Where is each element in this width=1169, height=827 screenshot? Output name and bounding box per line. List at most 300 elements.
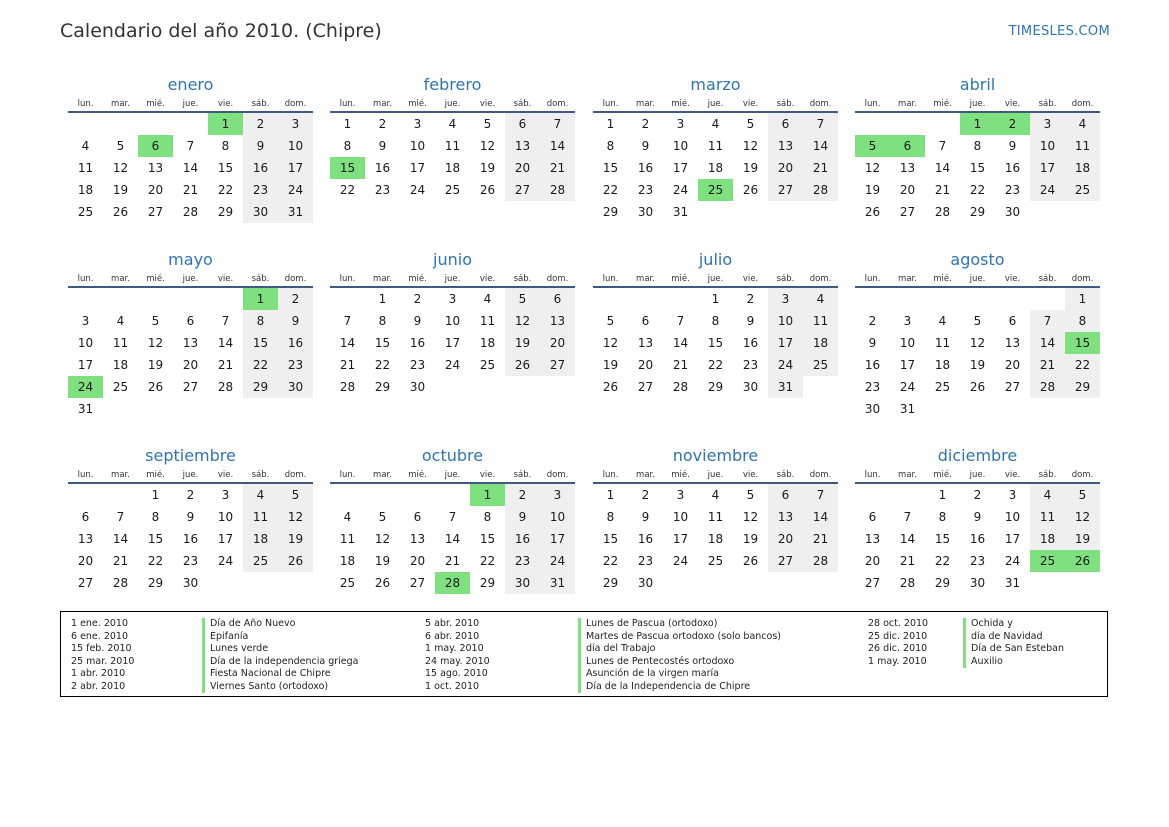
day-cell[interactable]: 3 (221, 488, 230, 502)
day-cell[interactable]: 12 (112, 161, 129, 175)
day-cell[interactable]: 25 (934, 380, 951, 394)
day-cell[interactable]: 16 (637, 532, 654, 546)
day-cell[interactable]: 22 (243, 354, 278, 376)
day-cell[interactable]: 11 (707, 510, 724, 524)
day-cell[interactable]: 10 (278, 135, 313, 157)
day-cell[interactable]: 16 (278, 332, 313, 354)
day-cell[interactable]: 20 (768, 157, 803, 179)
day-cell[interactable]: 28 (339, 380, 356, 394)
day-cell[interactable]: 9 (378, 139, 387, 153)
day-cell[interactable]: 27 (864, 576, 881, 590)
day-cell[interactable]: 7 (938, 139, 947, 153)
day-cell[interactable]: 15 (243, 332, 278, 354)
day-cell[interactable]: 16 (864, 358, 881, 372)
day-cell[interactable]: 9 (746, 314, 755, 328)
day-cell[interactable]: 28 (803, 179, 838, 201)
day-cell[interactable]: 21 (540, 157, 575, 179)
day-cell[interactable]: 24 (768, 354, 803, 376)
day-cell[interactable]: 10 (444, 314, 461, 328)
day-cell[interactable]: 30 (969, 576, 986, 590)
day-cell[interactable]: 27 (768, 179, 803, 201)
day-cell[interactable]: 14 (899, 532, 916, 546)
day-cell[interactable]: 14 (934, 161, 951, 175)
day-cell[interactable]: 5 (483, 117, 492, 131)
day-cell[interactable]: 9 (1008, 139, 1017, 153)
day-cell[interactable]: 2 (641, 488, 650, 502)
day-cell[interactable]: 28 (803, 550, 838, 572)
day-cell[interactable]: 6 (540, 288, 575, 310)
day-cell[interactable]: 1 (606, 117, 615, 131)
day-cell[interactable]: 6 (768, 113, 803, 135)
day-cell[interactable]: 4 (938, 314, 947, 328)
day-cell[interactable]: 15 (147, 532, 164, 546)
day-cell[interactable]: 24 (1004, 554, 1021, 568)
day-cell[interactable]: 6 (641, 314, 650, 328)
brand-link[interactable]: TIMESLES.COM (1008, 24, 1110, 39)
day-cell[interactable]: 15 (479, 532, 496, 546)
day-cell[interactable]: 28 (672, 380, 689, 394)
day-cell[interactable]: 20 (768, 528, 803, 550)
day-cell[interactable]: 26 (969, 380, 986, 394)
day-cell[interactable]: 23 (969, 554, 986, 568)
day-cell[interactable]: 12 (479, 139, 496, 153)
day-cell[interactable]: 29 (934, 576, 951, 590)
day-cell[interactable]: 31 (672, 205, 689, 219)
day-cell[interactable]: 14 (444, 532, 461, 546)
day-cell[interactable]: 22 (969, 183, 986, 197)
day-cell[interactable]: 17 (899, 358, 916, 372)
day-cell[interactable]: 29 (602, 576, 619, 590)
day-cell[interactable]: 22 (479, 554, 496, 568)
day-cell[interactable]: 10 (672, 139, 689, 153)
day-cell[interactable]: 31 (77, 402, 94, 416)
day-cell[interactable]: 29 (374, 380, 391, 394)
day-cell[interactable]: 5 (746, 488, 755, 502)
day-cell[interactable]: 11 (444, 139, 461, 153)
day-cell[interactable]: 26 (742, 554, 759, 568)
day-cell[interactable]: 30 (243, 201, 278, 223)
day-cell[interactable]: 6 (768, 484, 803, 506)
day-cell[interactable]: 12 (864, 161, 881, 175)
day-cell[interactable]: 8 (938, 510, 947, 524)
day-cell[interactable]: 7 (343, 314, 352, 328)
day-cell[interactable]: 19 (742, 161, 759, 175)
day-cell[interactable]: 15 (707, 336, 724, 350)
day-cell[interactable]: 22 (339, 183, 356, 197)
day-cell[interactable]: 26 (374, 576, 391, 590)
day-cell[interactable]: 18 (803, 332, 838, 354)
day-cell[interactable]: 4 (1065, 113, 1100, 135)
day-cell[interactable]: 25 (112, 380, 129, 394)
day-cell[interactable]: 16 (742, 336, 759, 350)
day-cell[interactable]: 20 (409, 554, 426, 568)
day-cell[interactable]: 2 (505, 484, 540, 506)
day-cell[interactable]: 2 (413, 292, 422, 306)
day-cell[interactable]: 10 (899, 336, 916, 350)
day-cell[interactable]: 3 (413, 117, 422, 131)
holiday-day-cell[interactable]: 24 (68, 376, 103, 398)
day-cell[interactable]: 12 (1065, 506, 1100, 528)
day-cell[interactable]: 21 (803, 157, 838, 179)
day-cell[interactable]: 19 (969, 358, 986, 372)
day-cell[interactable]: 3 (278, 113, 313, 135)
day-cell[interactable]: 27 (768, 550, 803, 572)
day-cell[interactable]: 18 (934, 358, 951, 372)
day-cell[interactable]: 30 (637, 576, 654, 590)
day-cell[interactable]: 17 (409, 161, 426, 175)
day-cell[interactable]: 16 (1004, 161, 1021, 175)
day-cell[interactable]: 5 (505, 288, 540, 310)
day-cell[interactable]: 23 (409, 358, 426, 372)
day-cell[interactable]: 26 (742, 183, 759, 197)
day-cell[interactable]: 15 (602, 532, 619, 546)
day-cell[interactable]: 26 (602, 380, 619, 394)
day-cell[interactable]: 19 (278, 528, 313, 550)
day-cell[interactable]: 3 (1030, 113, 1065, 135)
day-cell[interactable]: 27 (540, 354, 575, 376)
day-cell[interactable]: 29 (969, 205, 986, 219)
day-cell[interactable]: 30 (182, 576, 199, 590)
day-cell[interactable]: 21 (899, 554, 916, 568)
day-cell[interactable]: 30 (864, 402, 881, 416)
day-cell[interactable]: 22 (374, 358, 391, 372)
day-cell[interactable]: 29 (147, 576, 164, 590)
day-cell[interactable]: 9 (505, 506, 540, 528)
day-cell[interactable]: 13 (409, 532, 426, 546)
holiday-day-cell[interactable]: 1 (243, 288, 278, 310)
holiday-day-cell[interactable]: 25 (698, 179, 733, 201)
holiday-day-cell[interactable]: 6 (890, 135, 925, 157)
day-cell[interactable]: 7 (1030, 310, 1065, 332)
day-cell[interactable]: 24 (409, 183, 426, 197)
day-cell[interactable]: 4 (81, 139, 90, 153)
day-cell[interactable]: 28 (112, 576, 129, 590)
day-cell[interactable]: 27 (637, 380, 654, 394)
day-cell[interactable]: 9 (641, 510, 650, 524)
day-cell[interactable]: 8 (606, 139, 615, 153)
day-cell[interactable]: 23 (637, 554, 654, 568)
day-cell[interactable]: 18 (112, 358, 129, 372)
day-cell[interactable]: 29 (217, 205, 234, 219)
day-cell[interactable]: 25 (243, 550, 278, 572)
day-cell[interactable]: 5 (278, 484, 313, 506)
day-cell[interactable]: 29 (243, 376, 278, 398)
day-cell[interactable]: 19 (602, 358, 619, 372)
day-cell[interactable]: 25 (803, 354, 838, 376)
day-cell[interactable]: 11 (707, 139, 724, 153)
day-cell[interactable]: 22 (147, 554, 164, 568)
day-cell[interactable]: 9 (278, 310, 313, 332)
day-cell[interactable]: 21 (182, 183, 199, 197)
day-cell[interactable]: 8 (221, 139, 230, 153)
day-cell[interactable]: 8 (378, 314, 387, 328)
day-cell[interactable]: 2 (378, 117, 387, 131)
day-cell[interactable]: 24 (217, 554, 234, 568)
day-cell[interactable]: 13 (899, 161, 916, 175)
day-cell[interactable]: 15 (934, 532, 951, 546)
day-cell[interactable]: 3 (448, 292, 457, 306)
day-cell[interactable]: 23 (864, 380, 881, 394)
day-cell[interactable]: 2 (243, 113, 278, 135)
holiday-day-cell[interactable]: 15 (1065, 332, 1100, 354)
day-cell[interactable]: 24 (444, 358, 461, 372)
day-cell[interactable]: 7 (221, 314, 230, 328)
day-cell[interactable]: 23 (243, 179, 278, 201)
day-cell[interactable]: 2 (973, 488, 982, 502)
holiday-day-cell[interactable]: 15 (330, 157, 365, 179)
day-cell[interactable]: 13 (505, 135, 540, 157)
day-cell[interactable]: 1 (151, 488, 160, 502)
holiday-day-cell[interactable]: 1 (208, 113, 243, 135)
day-cell[interactable]: 31 (540, 572, 575, 594)
day-cell[interactable]: 8 (973, 139, 982, 153)
day-cell[interactable]: 18 (479, 336, 496, 350)
day-cell[interactable]: 13 (1004, 336, 1021, 350)
day-cell[interactable]: 17 (540, 528, 575, 550)
day-cell[interactable]: 4 (116, 314, 125, 328)
day-cell[interactable]: 22 (602, 554, 619, 568)
day-cell[interactable]: 5 (1065, 484, 1100, 506)
day-cell[interactable]: 20 (182, 358, 199, 372)
day-cell[interactable]: 5 (606, 314, 615, 328)
day-cell[interactable]: 16 (409, 336, 426, 350)
day-cell[interactable]: 9 (243, 135, 278, 157)
holiday-day-cell[interactable]: 5 (855, 135, 890, 157)
day-cell[interactable]: 11 (803, 310, 838, 332)
day-cell[interactable]: 13 (77, 532, 94, 546)
day-cell[interactable]: 18 (444, 161, 461, 175)
day-cell[interactable]: 19 (374, 554, 391, 568)
day-cell[interactable]: 30 (1004, 205, 1021, 219)
day-cell[interactable]: 25 (707, 554, 724, 568)
day-cell[interactable]: 14 (803, 506, 838, 528)
holiday-day-cell[interactable]: 1 (960, 113, 995, 135)
holiday-day-cell[interactable]: 26 (1065, 550, 1100, 572)
day-cell[interactable]: 7 (903, 510, 912, 524)
holiday-day-cell[interactable]: 2 (995, 113, 1030, 135)
day-cell[interactable]: 4 (448, 117, 457, 131)
day-cell[interactable]: 30 (505, 572, 540, 594)
day-cell[interactable]: 10 (1004, 510, 1021, 524)
day-cell[interactable]: 22 (1065, 354, 1100, 376)
day-cell[interactable]: 4 (1030, 484, 1065, 506)
day-cell[interactable]: 7 (803, 113, 838, 135)
day-cell[interactable]: 14 (217, 336, 234, 350)
day-cell[interactable]: 11 (243, 506, 278, 528)
day-cell[interactable]: 30 (409, 380, 426, 394)
day-cell[interactable]: 2 (868, 314, 877, 328)
day-cell[interactable]: 5 (973, 314, 982, 328)
day-cell[interactable]: 4 (483, 292, 492, 306)
day-cell[interactable]: 23 (182, 554, 199, 568)
day-cell[interactable]: 4 (711, 117, 720, 131)
day-cell[interactable]: 9 (186, 510, 195, 524)
day-cell[interactable]: 31 (899, 402, 916, 416)
day-cell[interactable]: 8 (151, 510, 160, 524)
day-cell[interactable]: 18 (243, 528, 278, 550)
day-cell[interactable]: 18 (1030, 528, 1065, 550)
day-cell[interactable]: 24 (1030, 179, 1065, 201)
day-cell[interactable]: 29 (479, 576, 496, 590)
day-cell[interactable]: 27 (505, 179, 540, 201)
day-cell[interactable]: 1 (938, 488, 947, 502)
day-cell[interactable]: 15 (217, 161, 234, 175)
day-cell[interactable]: 27 (77, 576, 94, 590)
day-cell[interactable]: 7 (676, 314, 685, 328)
day-cell[interactable]: 21 (672, 358, 689, 372)
day-cell[interactable]: 10 (77, 336, 94, 350)
day-cell[interactable]: 17 (77, 358, 94, 372)
day-cell[interactable]: 8 (243, 310, 278, 332)
day-cell[interactable]: 8 (711, 314, 720, 328)
day-cell[interactable]: 6 (868, 510, 877, 524)
day-cell[interactable]: 28 (182, 205, 199, 219)
day-cell[interactable]: 12 (602, 336, 619, 350)
day-cell[interactable]: 3 (676, 488, 685, 502)
day-cell[interactable]: 24 (278, 179, 313, 201)
day-cell[interactable]: 20 (540, 332, 575, 354)
day-cell[interactable]: 9 (413, 314, 422, 328)
day-cell[interactable]: 20 (77, 554, 94, 568)
day-cell[interactable]: 11 (934, 336, 951, 350)
day-cell[interactable]: 23 (1004, 183, 1021, 197)
day-cell[interactable]: 6 (505, 113, 540, 135)
day-cell[interactable]: 2 (641, 117, 650, 131)
day-cell[interactable]: 19 (1065, 528, 1100, 550)
day-cell[interactable]: 12 (505, 310, 540, 332)
day-cell[interactable]: 18 (77, 183, 94, 197)
day-cell[interactable]: 19 (479, 161, 496, 175)
day-cell[interactable]: 13 (768, 135, 803, 157)
day-cell[interactable]: 13 (864, 532, 881, 546)
day-cell[interactable]: 6 (81, 510, 90, 524)
day-cell[interactable]: 3 (1008, 488, 1017, 502)
day-cell[interactable]: 24 (540, 550, 575, 572)
day-cell[interactable]: 26 (864, 205, 881, 219)
day-cell[interactable]: 19 (864, 183, 881, 197)
day-cell[interactable]: 10 (409, 139, 426, 153)
day-cell[interactable]: 6 (186, 314, 195, 328)
day-cell[interactable]: 21 (444, 554, 461, 568)
day-cell[interactable]: 1 (606, 488, 615, 502)
day-cell[interactable]: 17 (768, 332, 803, 354)
day-cell[interactable]: 11 (1065, 135, 1100, 157)
day-cell[interactable]: 28 (540, 179, 575, 201)
day-cell[interactable]: 22 (217, 183, 234, 197)
day-cell[interactable]: 30 (742, 380, 759, 394)
day-cell[interactable]: 15 (969, 161, 986, 175)
day-cell[interactable]: 4 (711, 488, 720, 502)
day-cell[interactable]: 21 (1030, 354, 1065, 376)
day-cell[interactable]: 20 (1004, 358, 1021, 372)
day-cell[interactable]: 13 (182, 336, 199, 350)
day-cell[interactable]: 25 (77, 205, 94, 219)
day-cell[interactable]: 17 (444, 336, 461, 350)
day-cell[interactable]: 7 (448, 510, 457, 524)
day-cell[interactable]: 21 (112, 554, 129, 568)
day-cell[interactable]: 16 (182, 532, 199, 546)
day-cell[interactable]: 27 (409, 576, 426, 590)
day-cell[interactable]: 17 (1030, 157, 1065, 179)
holiday-day-cell[interactable]: 25 (1030, 550, 1065, 572)
day-cell[interactable]: 13 (768, 506, 803, 528)
day-cell[interactable]: 31 (1004, 576, 1021, 590)
day-cell[interactable]: 5 (116, 139, 125, 153)
day-cell[interactable]: 11 (77, 161, 94, 175)
day-cell[interactable]: 26 (479, 183, 496, 197)
day-cell[interactable]: 1 (378, 292, 387, 306)
day-cell[interactable]: 25 (339, 576, 356, 590)
day-cell[interactable]: 26 (112, 205, 129, 219)
day-cell[interactable]: 30 (278, 376, 313, 398)
day-cell[interactable]: 29 (1065, 376, 1100, 398)
day-cell[interactable]: 25 (1065, 179, 1100, 201)
day-cell[interactable]: 17 (672, 532, 689, 546)
day-cell[interactable]: 9 (868, 336, 877, 350)
day-cell[interactable]: 30 (637, 205, 654, 219)
day-cell[interactable]: 19 (742, 532, 759, 546)
day-cell[interactable]: 27 (182, 380, 199, 394)
day-cell[interactable]: 7 (186, 139, 195, 153)
day-cell[interactable]: 14 (112, 532, 129, 546)
day-cell[interactable]: 21 (217, 358, 234, 372)
day-cell[interactable]: 9 (641, 139, 650, 153)
day-cell[interactable]: 11 (339, 532, 356, 546)
day-cell[interactable]: 23 (742, 358, 759, 372)
day-cell[interactable]: 14 (803, 135, 838, 157)
day-cell[interactable]: 9 (973, 510, 982, 524)
day-cell[interactable]: 29 (602, 205, 619, 219)
day-cell[interactable]: 14 (1030, 332, 1065, 354)
day-cell[interactable]: 11 (479, 314, 496, 328)
day-cell[interactable]: 11 (1030, 506, 1065, 528)
day-cell[interactable]: 14 (182, 161, 199, 175)
day-cell[interactable]: 8 (343, 139, 352, 153)
day-cell[interactable]: 2 (278, 288, 313, 310)
day-cell[interactable]: 16 (374, 161, 391, 175)
day-cell[interactable]: 10 (768, 310, 803, 332)
day-cell[interactable]: 15 (602, 161, 619, 175)
day-cell[interactable]: 21 (934, 183, 951, 197)
holiday-day-cell[interactable]: 28 (435, 572, 470, 594)
day-cell[interactable]: 7 (803, 484, 838, 506)
day-cell[interactable]: 20 (899, 183, 916, 197)
day-cell[interactable]: 10 (217, 510, 234, 524)
day-cell[interactable]: 2 (746, 292, 755, 306)
holiday-day-cell[interactable]: 1 (470, 484, 505, 506)
day-cell[interactable]: 3 (540, 484, 575, 506)
day-cell[interactable]: 24 (672, 554, 689, 568)
day-cell[interactable]: 27 (899, 205, 916, 219)
day-cell[interactable]: 20 (147, 183, 164, 197)
day-cell[interactable]: 8 (483, 510, 492, 524)
day-cell[interactable]: 13 (540, 310, 575, 332)
day-cell[interactable]: 17 (278, 157, 313, 179)
day-cell[interactable]: 16 (969, 532, 986, 546)
day-cell[interactable]: 23 (278, 354, 313, 376)
day-cell[interactable]: 22 (707, 358, 724, 372)
day-cell[interactable]: 12 (969, 336, 986, 350)
day-cell[interactable]: 4 (343, 510, 352, 524)
day-cell[interactable]: 29 (707, 380, 724, 394)
day-cell[interactable]: 10 (1030, 135, 1065, 157)
day-cell[interactable]: 27 (1004, 380, 1021, 394)
day-cell[interactable]: 13 (637, 336, 654, 350)
day-cell[interactable]: 25 (479, 358, 496, 372)
day-cell[interactable]: 26 (147, 380, 164, 394)
day-cell[interactable]: 24 (672, 183, 689, 197)
day-cell[interactable]: 26 (505, 354, 540, 376)
